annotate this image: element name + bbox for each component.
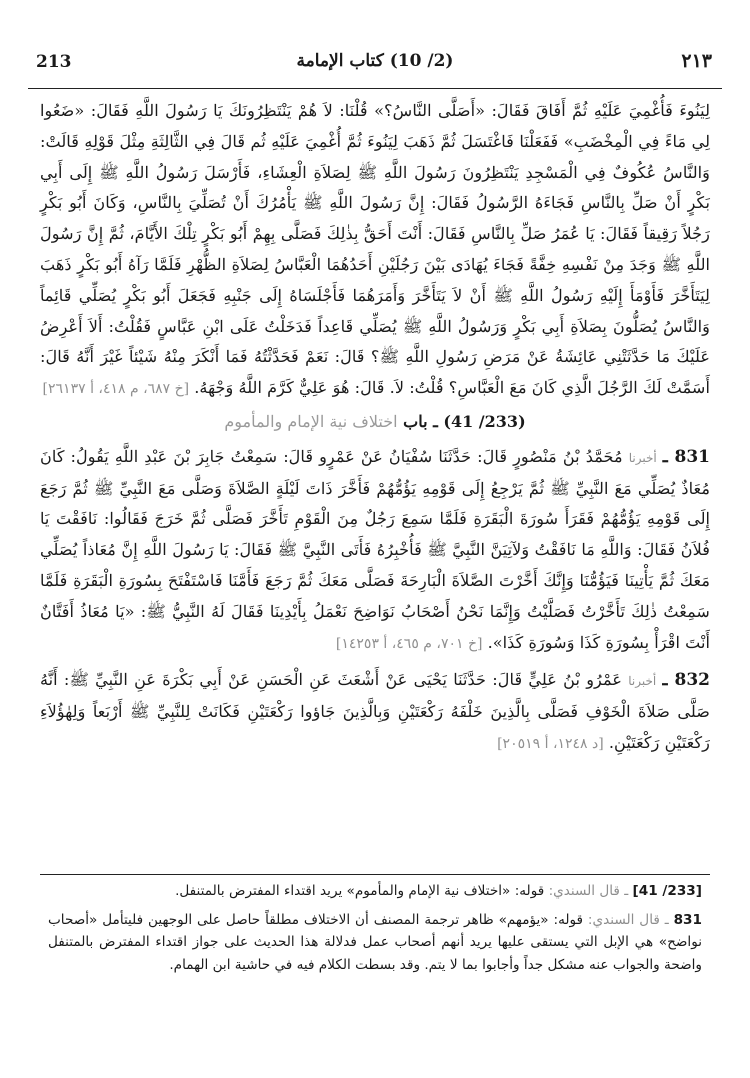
main-text	[40, 96, 710, 760]
hadith-number: 832 ـ	[662, 670, 710, 691]
footnotes	[48, 880, 702, 982]
hadith-text: مُحَمَّدُ بْنُ مَنْصُورٍ قَالَ: حَدَّثَنَا سُفْيَانُ عَنْ عَمْرٍو قَالَ: سَمِعْتُ جَابِرَ بْنَ عَبْدِ اللَّهِ يَقُولُ: كَانَ مُعَاذٌ يُصَلِّي مَعَ النَّبِيِّ ﷺ ثُمَّ يَرْجِعُ إِلَى قَوْمِهِ يَؤُمُّهُمْ فَأَخَّرَ ذَاتَ لَيْلَةٍ الصَّلاَةَ وَصَلَّى مَعَ النَّبِيِّ ﷺ ثُمَّ رَجَعَ إِلَى قَوْمِهِ يَؤُمُّهُمْ فَقَرَأَ سُورَةَ الْبَقَرَةِ فَلَمَّا سَمِعَ رَجُلٌ مِنَ الْقَوْمِ تَأَخَّرَ فَصَلَّى ثُمَّ خَرَجَ فَقَالُوا: نَافَقْتَ يَا فُلاَنُ فَقَالَ: وَاللَّهِ مَا نَافَقْتُ وَلآتِيَنَّ النَّبِيَّ ﷺ فَأُخْبِرُهُ فَأَتَى النَّبِيَّ ﷺ فَقَالَ: يَا رَسُولَ اللَّهِ إِنَّ مُعَاذاً يُصَلِّي مَعَكَ ثُمَّ يَأْتِينَا فَيَؤُمُّنَا وَإِنَّكَ أَخَّرْتَ الصَّلاَةَ الْبَارِحَةَ فَصَلَّى مَعَكَ ثُمَّ رَجَعَ فَأَمَّنَا فَاسْتَفْتَحَ بِسُورَةِ الْبَقَرَةِ فَلَمَّا سَمِعْتُ ذٰلِكَ تَأَخَّرْتُ فَصَلَّيْتُ وَإِنَّمَا نَحْنُ أَصْحَابُ نَوَاضِحَ نَعْمَلُ بِأَيْدِينَا فَقَالَ لَهُ النَّبِيُّ ﷺ: «يَا مُعَاذُ أَفَتَّانٌ أَنْتَ اقْرَأْ بِسُورَةِ كَذَا وَسُورَةِ كَذَا».	[40, 446, 710, 652]
section-subtitle: اختلاف نية الإمام والمأموم	[224, 411, 398, 431]
hadith-832	[40, 665, 710, 759]
footnote-attribution: ـ قال السندي:	[548, 883, 629, 899]
narration-marker: أخبرنا	[628, 674, 657, 689]
hadith-continuation-text: لِيَنُوءَ فَأُغْمِيَ عَلَيْهِ ثُمَّ أَفَاقَ فَقَالَ: «أَصَلَّى النَّاسُ؟» قُلْنَا: لاَ هُمْ يَنْتَظِرُونَكَ يَا رَسُولَ اللَّهِ فَقَالَ: «ضَعُوا لِي مَاءً فِي الْمِخْضَبِ» فَفَعَلْنَا فَاغْتَسَلَ ثُمَّ ذَهَبَ لِيَنُوءَ ثُمَّ أُغْمِيَ عَلَيْهِ ثُم قَالَ فِي الثَّالِثَةِ مِثْلَ قَوْلِهِ قَالَتْ: وَالنَّاسُ عُكُوفٌ فِي الْمَسْجِدِ يَنْتَظِرُونَ رَسُولَ اللَّهِ ﷺ لِصَلاَةِ الْعِشَاءِ، فَأَرْسَلَ رَسُولُ اللَّهِ ﷺ إِلَى أَبِي بَكْرٍ أَنْ صَلِّ بِالنَّاسِ فَجَاءَهُ الرَّسُولُ فَقَالَ: إِنَّ رَسُولَ اللَّهِ ﷺ يَأْمُرُكَ أَنْ تُصَلِّيَ بِالنَّاسِ، وَكَانَ أَبُو بَكْرٍ رَجُلاً رَقِيقاً فَقَالَ: يَا عُمَرُ صَلِّ بِالنَّاسِ فَقَالَ: أَنْتَ أَحَقُّ بِذٰلِكَ فَصَلَّى بِهِمْ أَبُو بَكْرٍ تِلْكَ الأَيَّامَ، ثُمَّ إِنَّ رَسُولَ اللَّهِ ﷺ وَجَدَ مِنْ نَفْسِهِ خِفَّةً فَجَاءَ يُهَادَى بَيْنَ رَجُلَيْنِ أَحَدُهُمَا الْعَبَّاسُ لِصَلاَةِ الظُّهْرِ فَلَمَّا رَآهُ أَبُو بَكْرٍ ذَهَبَ لِيَتَأَخَّرَ فَأَوْمَأَ إِلَيْهِ رَسُولُ اللَّهِ ﷺ أَنْ لاَ يَتَأَخَّرَ وَأَمَرَهُمَا فَأَجْلَسَاهُ إِلَى جَنْبِهِ فَجَعَلَ أَبُو بَكْرٍ يُصَلِّي قَائِماً وَالنَّاسُ يُصَلُّونَ بِصَلاَةِ أَبِي بَكْرٍ وَرَسُولُ اللَّهِ ﷺ يُصَلِّي قَاعِداً فَدَخَلْتُ عَلَى ابْنِ عَبَّاسٍ فَقُلْتُ: أَلاَ أَعْرِضُ عَلَيْكَ مَا حَدَّثَتْنِي عَائِشَةُ عَنْ مَرَضِ رَسُولِ اللَّهِ ﷺ؟ قَالَ: نَعَمْ فَحَدَّثْتُهُ فَمَا أَنْكَرَ مِنْهُ شَيْئاً غَيْرَ أَنَّهُ قَالَ: أَسَمَّتْ لَكَ الرَّجُلَ الَّذِي كَانَ مَعَ الْعَبَّاسِ؟ قُلْتُ: لاَ. قَالَ: هُوَ عَلِيٌّ كَرَّمَ اللَّهُ وَجْهَهُ.	[40, 101, 710, 398]
page-number-arabic: ٢١٣	[681, 50, 712, 72]
hadith-number: 831 ـ	[662, 446, 710, 467]
reference-stamp: [خ ٦٨٧، م ٤١٨، أ ٢٦١٣٧]	[42, 381, 190, 398]
reference-stamp: [خ ٧٠١، م ٤٦٥، أ ١٤٢٥٣]	[335, 635, 483, 652]
hadith-continuation	[40, 96, 710, 405]
hadith-831	[40, 442, 710, 660]
footnote-text: قوله: «يؤمهم» ظاهر ترجمة المصنف أن الاختلاف مطلقاً حاصل على الوجهين فليتأمل «أصحاب نواضح» هي الإبل التي يستقى عليها يريد أنهم أصحاب عمل فدلالة هذا الحديث على جواز اقتداء المفترض بالمتنفل واضحة والجواب عنه مشكل جداً وأجابوا بما لا يتم. وقد بسطت الكلام فيه في حاشية ابن الهمام.	[48, 911, 702, 973]
footnote-2	[48, 909, 702, 977]
page-number-latin: 213	[36, 52, 72, 72]
running-title: (2/ 10) كتاب الإمامة	[296, 51, 454, 71]
reference-stamp: [د ١٢٤٨، أ ٢٠٥١٩]	[497, 735, 604, 752]
section-number: (233/ 41) ـ باب	[403, 411, 526, 431]
hadith-text: عَمْرُو بْنُ عَلِيٍّ قَالَ: حَدَّثَنَا يَحْيَى عَنْ أَشْعَثَ عَنِ الْحَسَنِ عَنْ أَبِي بَكْرَةَ عَنِ النَّبِيِّ ﷺ: أَنَّهُ صَلَّى صَلاَةَ الْخَوْفِ فَصَلَّى بِالَّذِينَ خَلْفَهُ رَكْعَتَيْنِ وَبِالَّذِينَ جَاؤوا رَكْعَتَيْنِ فَكَانَتْ لِلنَّبِيِّ ﷺ أَرْبَعاً وَلِهٰؤُلاَءِ رَكْعَتَيْنِ رَكْعَتَيْنِ.	[40, 670, 710, 752]
footnote-ref: 831	[673, 911, 702, 928]
footnote-divider	[40, 874, 710, 875]
footnote-attribution: ـ قال السندي:	[587, 911, 669, 928]
page-header	[28, 48, 722, 89]
section-heading	[40, 407, 710, 438]
footnote-text: قوله: «اختلاف نية الإمام والمأموم» يريد اقتداء المفترض بالمتنفل.	[175, 883, 545, 899]
footnote-1	[48, 880, 702, 903]
footnote-ref: [233/ 41]	[632, 883, 702, 899]
narration-marker: أخبرنا	[628, 450, 657, 465]
